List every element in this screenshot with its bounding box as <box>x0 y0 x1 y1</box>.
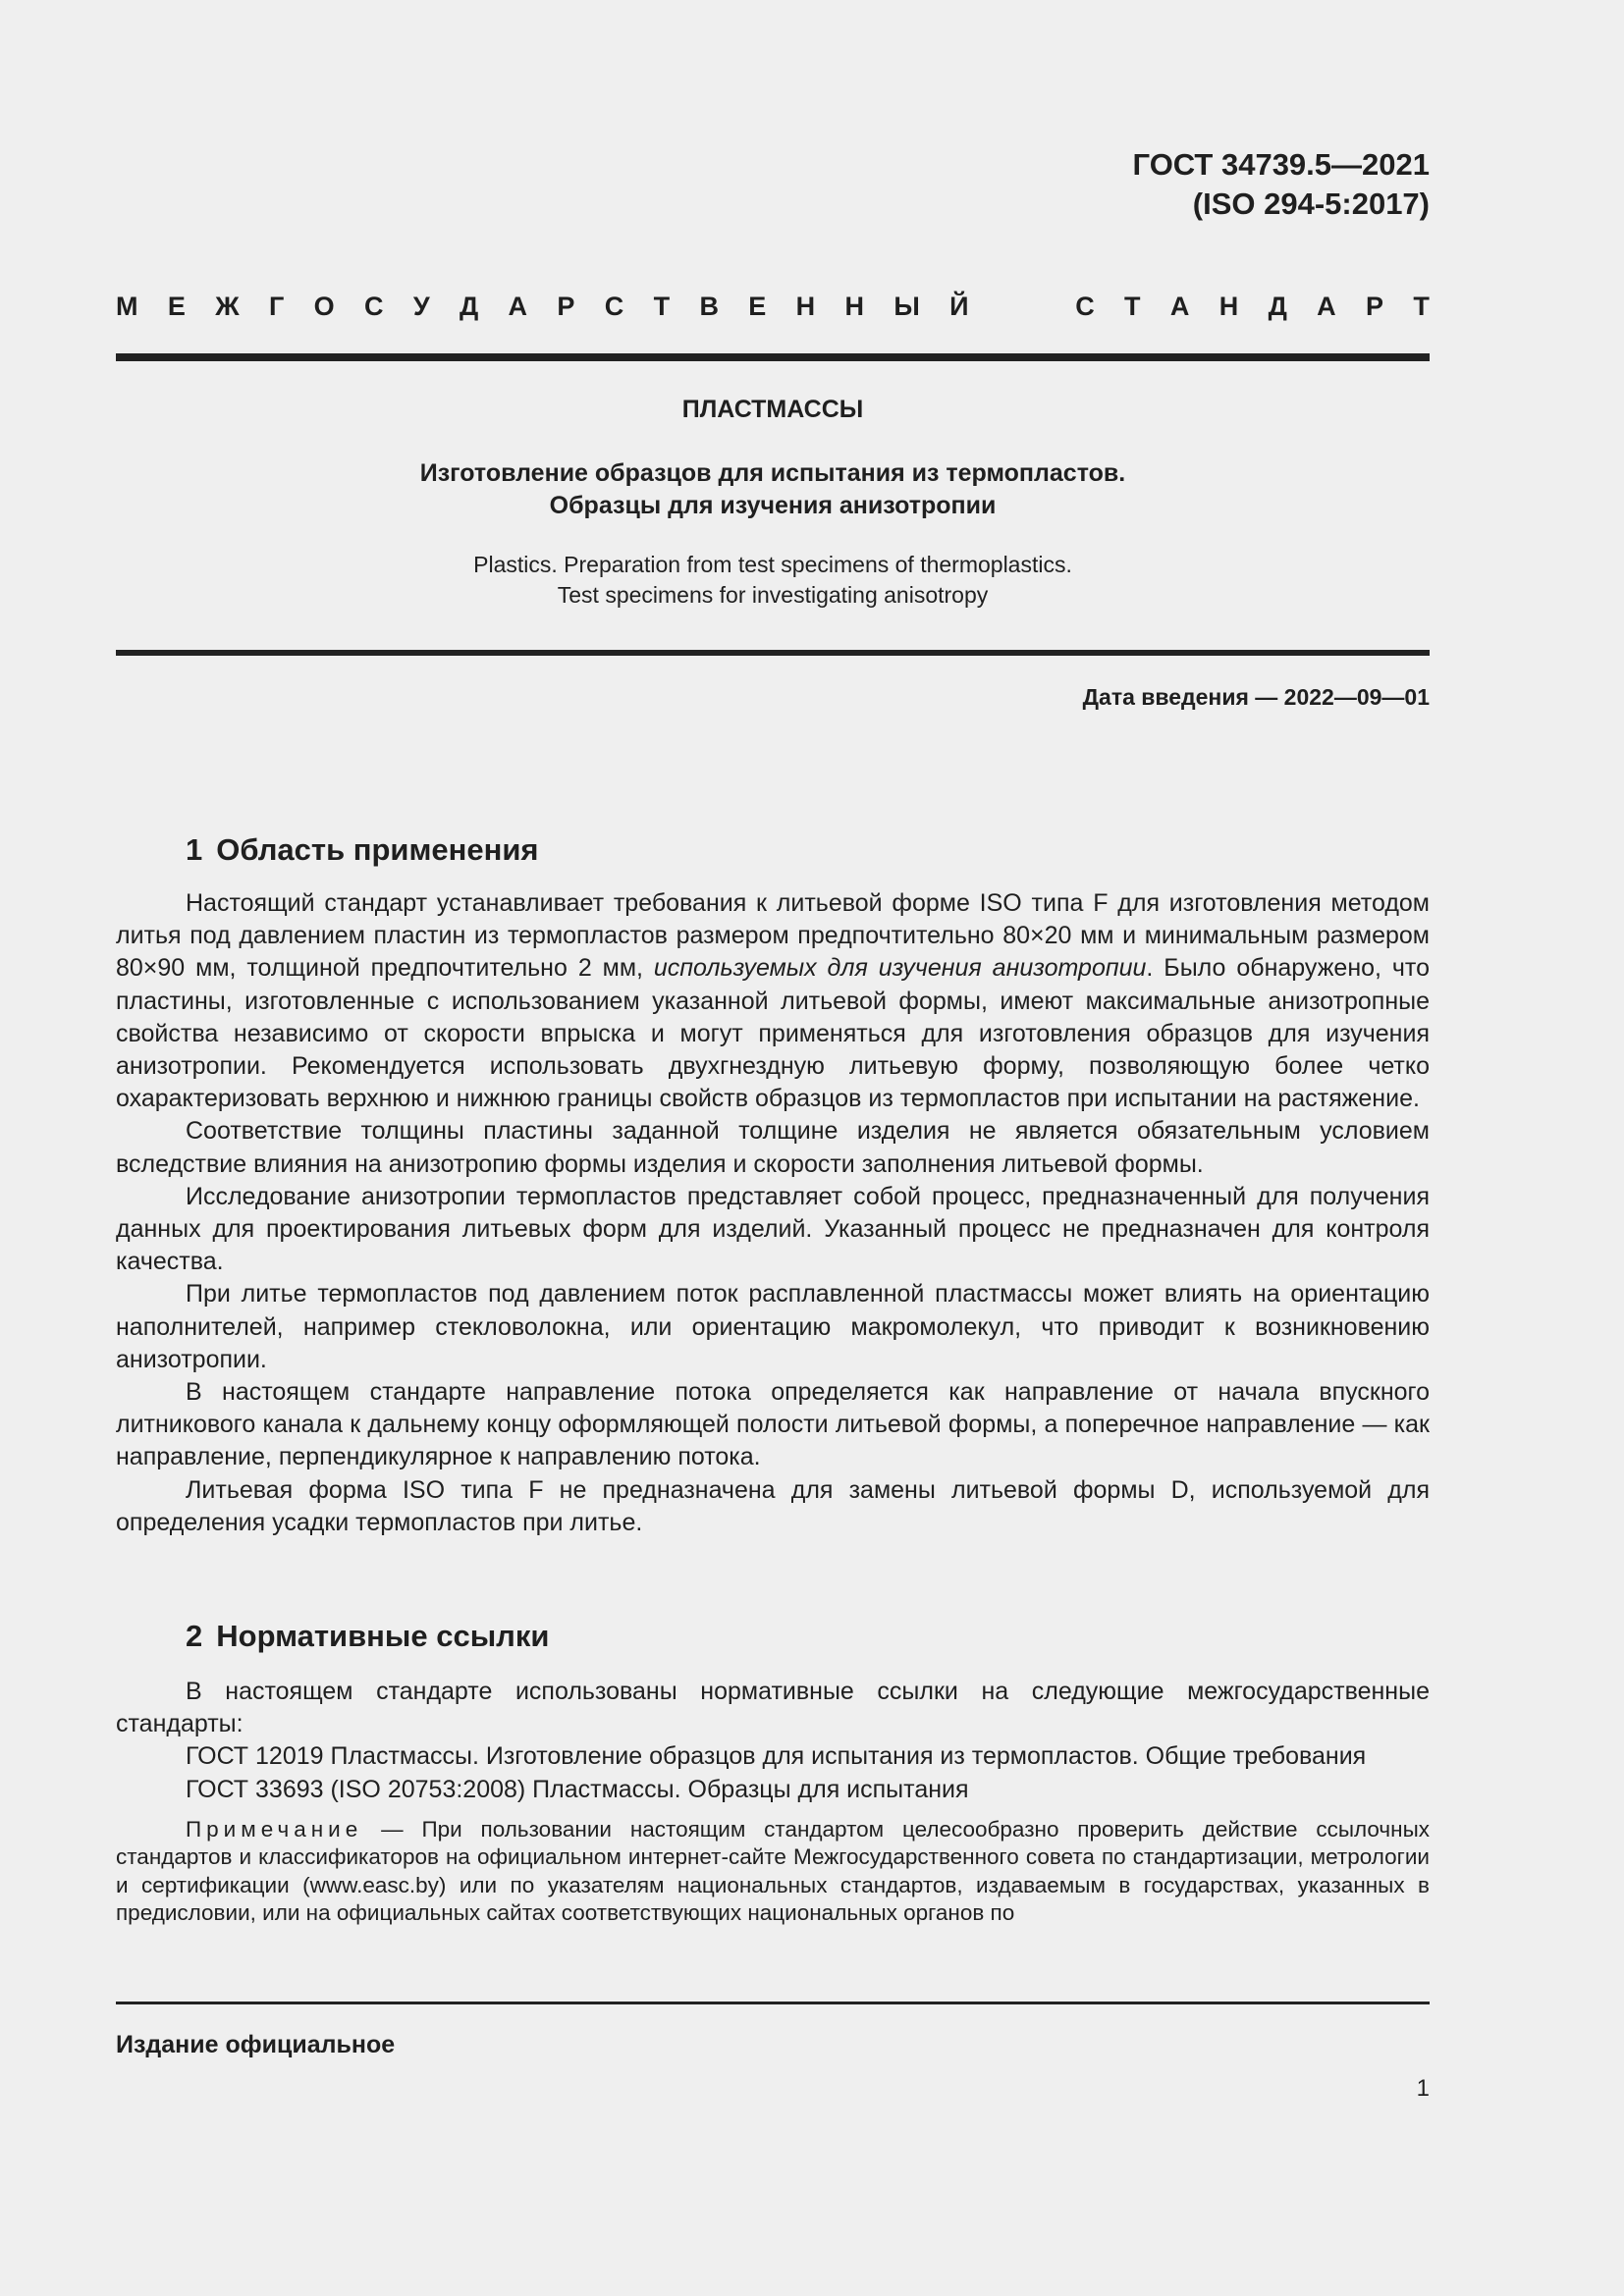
note-text: — При пользовании настоящим стандартом целесообразно проверить действие ссылочных стандартов и классификаторов на официальном интернет-сайте Межгосударственного совета по стандартизации, метрологии и сертификации (www.easc.by) или по указателям национальных стандартов, издаваемым в государствах, указанных в предисловии, или на официальных сайтах соответствующих национальных органов по <box>116 1816 1430 1926</box>
title-rule <box>116 650 1430 656</box>
title-english <box>116 550 1430 611</box>
gost-number: ГОСТ 34739.5—2021 <box>1132 147 1430 182</box>
section-1-paragraph-5: В настоящем стандарте направление потока определяется как направление от начала впускного литникового канала к дальнему концу оформляющей полости литьевой формы, а поперечное направление — как направление, перпендикулярное к направлению потока. <box>116 1378 1430 1471</box>
standard-type-letter: Ы <box>893 292 920 321</box>
normative-reference-1: ГОСТ 12019 Пластмассы. Изготовление образцов для испытания из термопластов. Общие требования <box>186 1742 1367 1771</box>
standard-type-letter: Д <box>459 292 479 321</box>
section-2-number: 2 <box>186 1619 203 1653</box>
standard-type-letter: Р <box>1366 292 1384 321</box>
standard-type-letter: А <box>1169 292 1190 321</box>
standard-type-line <box>116 290 1430 323</box>
section-2-title: Нормативные ссылки <box>216 1619 550 1653</box>
iso-number: (ISO 294-5:2017) <box>1192 187 1430 221</box>
note-label: Примечание <box>186 1816 363 1842</box>
page-number: 1 <box>1416 2075 1430 2102</box>
section-1-paragraph-2: Соответствие толщины пластины заданной толщине изделия не является обязательным условием вследствие влияния на анизотропию формы изделия и скорости заполнения литьевой формы. <box>116 1117 1430 1178</box>
standard-type-letter: О <box>313 292 335 321</box>
section-1-paragraph-4: При литье термопластов под давлением поток расплавленной пластмассы может влиять на ориентацию наполнителей, например стекловолокна, или ориентацию макромолекул, что приводит к возникновению анизотропии. <box>116 1280 1430 1373</box>
title-english-line-2: Test specimens for investigating anisotropy <box>557 582 989 608</box>
standard-type-letter: С <box>604 292 624 321</box>
standard-type-letter: С <box>363 292 384 321</box>
standard-type-letter: Н <box>844 292 864 321</box>
standard-type-letter: Е <box>748 292 767 321</box>
section-2 <box>116 1617 1430 1928</box>
standard-type-letter: В <box>699 292 719 321</box>
title-english-line-1: Plastics. Preparation from test specimens of thermoplastics. <box>473 552 1072 577</box>
standard-type-letter: С <box>1075 292 1095 321</box>
standard-type-letter: Г <box>268 292 285 321</box>
section-2-heading <box>116 1617 1430 1656</box>
section-1-paragraph-1: Настоящий стандарт устанавливает требования к литьевой форме ISO типа F для изготовления методом литья под давлением пластин из термопластов размером предпочтительно 80×20 мм и минимальным размером 80×90 мм, толщиной предпочтительно 2 мм, используемых для изучения анизотропии. Было обнаружено, что пластины, изготовленные с использованием указанной литьевой формы, имеют максимальные анизотропные свойства независимо от скорости впрыска и могут применяться для изготовления образцов для изучения анизотропии. Рекомендуется использовать двухгнездную литьевую форму, позволяющую более четко охарактеризовать верхнюю и нижнюю границы свойств образцов из термопластов при испытании на растяжение. <box>116 889 1430 1113</box>
section-1-paragraph-3: Исследование анизотропии термопластов представляет собой процесс, предназначенный для получения данных для проектирования литьевых форм для изделий. Указанный процесс не предназначен для контроля качества. <box>116 1182 1430 1276</box>
title-russian-line-1: Изготовление образцов для испытания из термопластов. <box>419 459 1126 487</box>
standard-type-letter: У <box>412 292 430 321</box>
title-main: ПЛАСТМАССЫ <box>681 396 864 423</box>
note <box>116 1816 1430 1928</box>
standard-type-letter: Н <box>795 292 816 321</box>
italic-phrase: используемых для изучения анизотропии <box>653 954 1147 983</box>
standard-type-letter: А <box>508 292 528 321</box>
document-number-block <box>1133 145 1430 224</box>
header-rule <box>116 353 1430 361</box>
section-1-number: 1 <box>186 832 203 867</box>
title-russian-line-2: Образцы для изучения анизотропии <box>549 492 997 519</box>
section-1-heading <box>116 830 1430 870</box>
standard-type-letter: Й <box>949 292 969 321</box>
normative-reference-2: ГОСТ 33693 (ISO 20753:2008) Пластмассы. Образцы для испытания <box>186 1775 969 1803</box>
standard-type-letter: М <box>116 292 138 321</box>
section-1-paragraph-6: Литьевая форма ISO типа F не предназначена для замены литьевой формы D, используемой для определения усадки термопластов при литье. <box>116 1475 1430 1536</box>
footnote-rule <box>116 2002 1430 2004</box>
standard-type-letter: Т <box>1413 292 1430 321</box>
title-russian <box>116 457 1430 522</box>
section-2-paragraph-1: В настоящем стандарте использованы нормативные ссылки на следующие межгосударственные стандарты: <box>116 1678 1430 1738</box>
intro-date: Дата введения — 2022—09—01 <box>1082 684 1430 710</box>
standard-type-letter: Ж <box>215 292 240 321</box>
standard-type-letter: А <box>1317 292 1336 321</box>
standard-type-letter: Т <box>653 292 671 321</box>
standard-type-letter: Д <box>1268 292 1287 321</box>
standard-type-letter: Е <box>167 292 186 321</box>
section-1-title: Область применения <box>216 832 539 867</box>
standard-type-letter: Т <box>1124 292 1141 321</box>
standard-type-letter: Н <box>1218 292 1239 321</box>
standard-type-letter: Р <box>557 292 575 321</box>
section-1 <box>116 830 1430 1539</box>
official-edition: Издание официальное <box>116 2031 396 2058</box>
